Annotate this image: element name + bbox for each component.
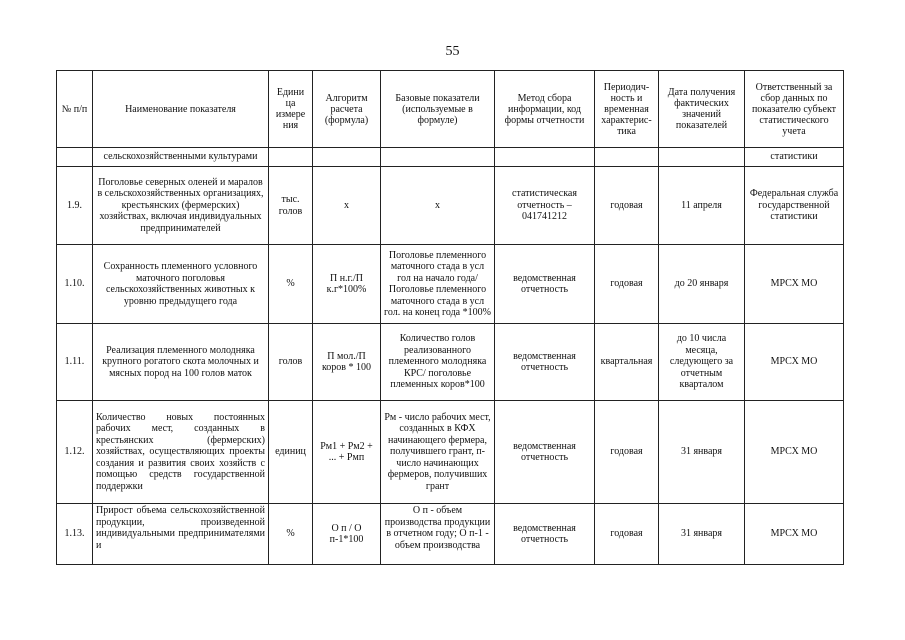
cell-date: 11 апреля	[659, 167, 745, 245]
indicators-table	[56, 70, 844, 565]
cell-unit	[269, 148, 313, 167]
cell-base: х	[381, 167, 495, 245]
cell-base	[381, 148, 495, 167]
table-row	[57, 167, 844, 245]
cell-responsible: МРСХ МО	[745, 245, 844, 324]
cell-method: ведомственная отчетность	[495, 324, 595, 401]
cell-unit: тыс. голов	[269, 167, 313, 245]
cell-period: годовая	[595, 167, 659, 245]
cell-method: ведомственная отчетность	[495, 504, 595, 565]
table-header-row	[57, 71, 844, 148]
cell-date: до 10 числа месяца, следующего за отчетным кварталом	[659, 324, 745, 401]
header-algorithm: Алгоритм расчета (формула)	[313, 71, 381, 148]
table-row	[57, 324, 844, 401]
cell-unit: голов	[269, 324, 313, 401]
cell-unit: %	[269, 504, 313, 565]
table-row	[57, 401, 844, 504]
cell-num	[57, 148, 93, 167]
cell-responsible: статистики	[745, 148, 844, 167]
cell-name: сельскохозяйственными культурами	[93, 148, 269, 167]
cell-period: годовая	[595, 401, 659, 504]
cell-date: 31 января	[659, 401, 745, 504]
cell-unit: единиц	[269, 401, 313, 504]
cell-algorithm: О п / О п-1*100	[313, 504, 381, 565]
header-unit: Едини ца измере ния	[269, 71, 313, 148]
cell-algorithm: х	[313, 167, 381, 245]
cell-period	[595, 148, 659, 167]
header-date: Дата получения фактических значений показателей	[659, 71, 745, 148]
cell-name: Сохранность племенного условного маточного поголовья сельскохозяйственных животных к уровню предыдущего года	[93, 245, 269, 324]
cell-period: квартальная	[595, 324, 659, 401]
cell-period: годовая	[595, 245, 659, 324]
cell-unit: %	[269, 245, 313, 324]
cell-base: Рм - число рабочих мест, созданных в КФХ начинающего фермера, получившего грант, п- число начинающих фермеров, получивших грант	[381, 401, 495, 504]
cell-name: Реализация племенного молодняка крупного рогатого скота молочных и мясных пород на 100 голов маток	[93, 324, 269, 401]
cell-num: 1.10.	[57, 245, 93, 324]
header-name: Наименование показателя	[93, 71, 269, 148]
cell-name: Количество новых постоянных рабочих мест, созданных в крестьянских (фермерских) хозяйствах, осуществляющих проекты создания и развития своих хозяйств с помощью средств государственной поддержки	[93, 401, 269, 504]
cell-name: Прирост объема сельскохозяйственной продукции, произведенной индивидуальными предпринимателями и	[93, 504, 269, 565]
cell-algorithm: Рм1 + Рм2 + ... + Рмп	[313, 401, 381, 504]
cell-num: 1.9.	[57, 167, 93, 245]
cell-name: Поголовье северных оленей и маралов в сельскохозяйственных организациях, крестьянских (фермерских) хозяйствах, включая индивидуальных предпринимателей	[93, 167, 269, 245]
table-row	[57, 504, 844, 565]
cell-base: О п - объем производства продукции в отчетном году; О п-1 - объем производства	[381, 504, 495, 565]
cell-date	[659, 148, 745, 167]
header-period: Периодич-ность и временная характерис-тика	[595, 71, 659, 148]
table-row	[57, 245, 844, 324]
cell-method: статистическая отчетность – 041741212	[495, 167, 595, 245]
cell-method: ведомственная отчетность	[495, 245, 595, 324]
cell-date: до 20 января	[659, 245, 745, 324]
cell-responsible: МРСХ МО	[745, 324, 844, 401]
cell-algorithm: П н.г./П к.г*100%	[313, 245, 381, 324]
cell-num: 1.13.	[57, 504, 93, 565]
cell-responsible: Федеральная служба государственной статистики	[745, 167, 844, 245]
header-base: Базовые показатели (используемые в формуле)	[381, 71, 495, 148]
cell-date: 31 января	[659, 504, 745, 565]
table-row-continuation	[57, 148, 844, 167]
cell-algorithm: П мол./П коров * 100	[313, 324, 381, 401]
cell-method: ведомственная отчетность	[495, 401, 595, 504]
cell-num: 1.12.	[57, 401, 93, 504]
cell-algorithm	[313, 148, 381, 167]
cell-responsible: МРСХ МО	[745, 401, 844, 504]
cell-responsible: МРСХ МО	[745, 504, 844, 565]
cell-method	[495, 148, 595, 167]
cell-num: 1.11.	[57, 324, 93, 401]
header-num: № п/п	[57, 71, 93, 148]
cell-period: годовая	[595, 504, 659, 565]
header-method: Метод сбора информации, код формы отчетности	[495, 71, 595, 148]
cell-base: Поголовье племенного маточного стада в усл гол на начало года/ Поголовье племенного маточного стада в усл гол. на конец года *100%	[381, 245, 495, 324]
page-number: 55	[445, 44, 460, 59]
header-responsible: Ответственный за сбор данных по показателю субъект статистического учета	[745, 71, 844, 148]
cell-base: Количество голов реализованного племенного молодняка КРС/ поголовье племенных коров*100	[381, 324, 495, 401]
